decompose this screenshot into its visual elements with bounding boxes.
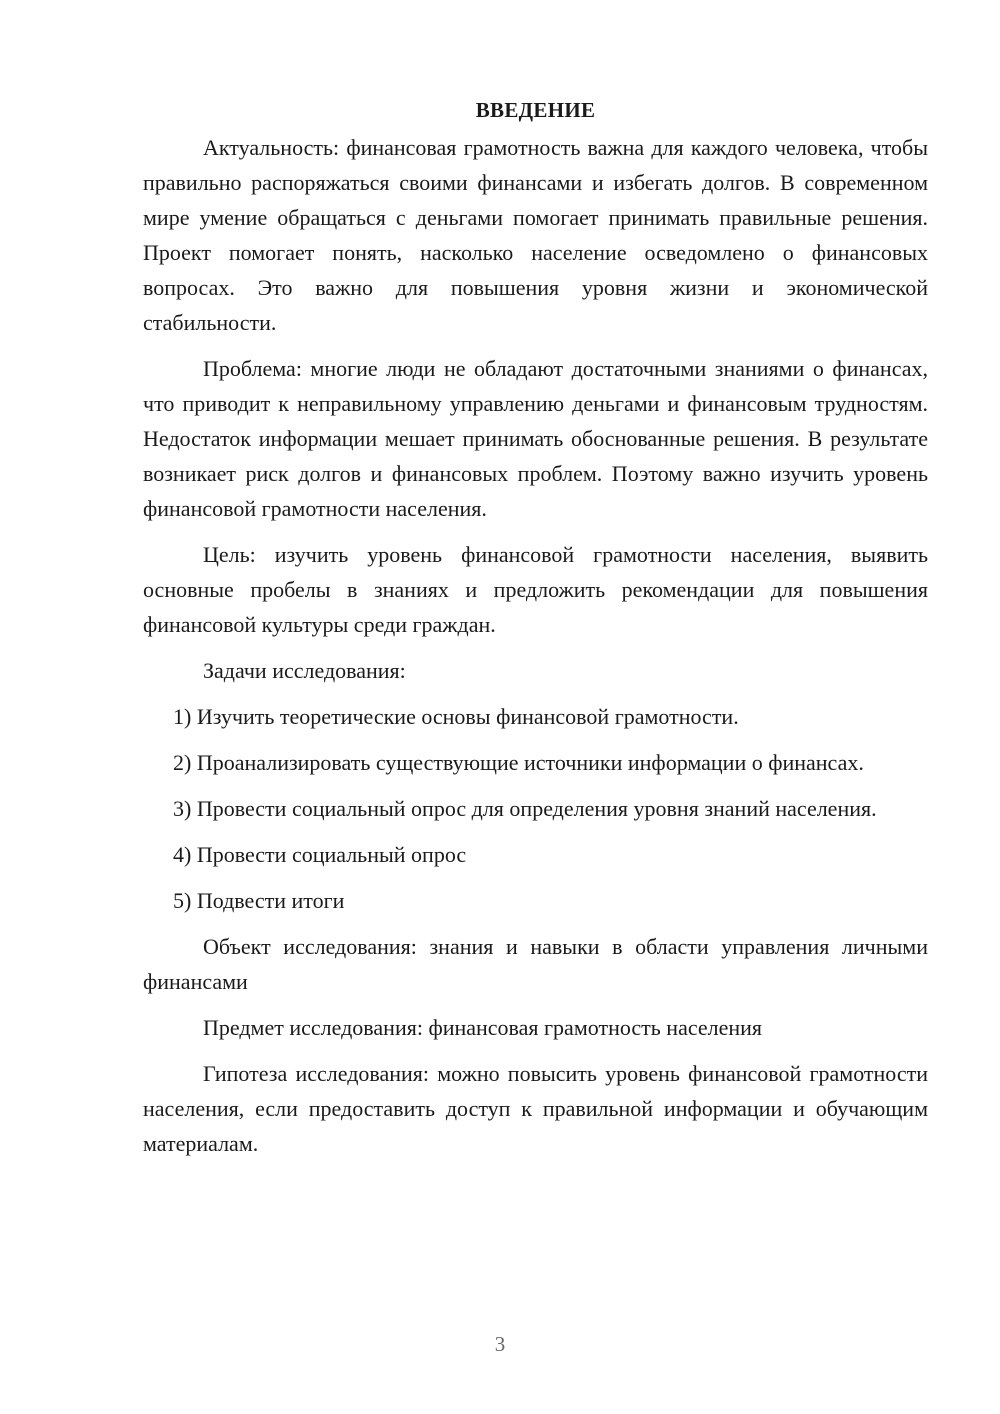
document-page bbox=[143, 93, 928, 1172]
paragraph-object: Объект исследования: знания и навыки в области управления личными финансами bbox=[143, 934, 928, 994]
task-item: 1) Изучить теоретические основы финансовой грамотности. bbox=[173, 704, 739, 729]
paragraph-goal: Цель: изучить уровень финансовой грамотности населения, выявить основные пробелы в знаниях и предложить рекомендации для повышения финансовой культуры среди граждан. bbox=[143, 542, 928, 637]
task-item: 4) Провести социальный опрос bbox=[173, 842, 467, 867]
task-item: 3) Провести социальный опрос для определения уровня знаний населения. bbox=[173, 796, 877, 821]
paragraph-relevance: Актуальность: финансовая грамотность важна для каждого человека, чтобы правильно распоряжаться своими финансами и избегать долгов. В современном мире умение обращаться с деньгами помогает принимать правильные решения. Проект помогает понять, насколько население осведомлено о финансовых вопросах. Это важно для повышения уровня жизни и экономической стабильности. bbox=[143, 135, 928, 335]
paragraph-problem: Проблема: многие люди не обладают достаточными знаниями о финансах, что приводит к неправильному управлению деньгами и финансовым трудностям. Недостаток информации мешает принимать обоснованные решения. В результате возникает риск долгов и финансовых проблем. Поэтому важно изучить уровень финансовой грамотности населения. bbox=[143, 356, 928, 521]
tasks-heading: Задачи исследования: bbox=[203, 658, 406, 683]
task-item: 5) Подвести итоги bbox=[173, 888, 345, 913]
page-number: 3 bbox=[494, 1332, 506, 1356]
task-item: 2) Проанализировать существующие источники информации о финансах. bbox=[173, 750, 864, 775]
paragraph-subject: Предмет исследования: финансовая грамотность населения bbox=[203, 1015, 763, 1040]
paragraph-hypothesis: Гипотеза исследования: можно повысить уровень финансовой грамотности населения, если предоставить доступ к правильной информации и обучающим материалам. bbox=[143, 1061, 928, 1156]
section-title: ВВЕДЕНИЕ bbox=[475, 98, 596, 122]
